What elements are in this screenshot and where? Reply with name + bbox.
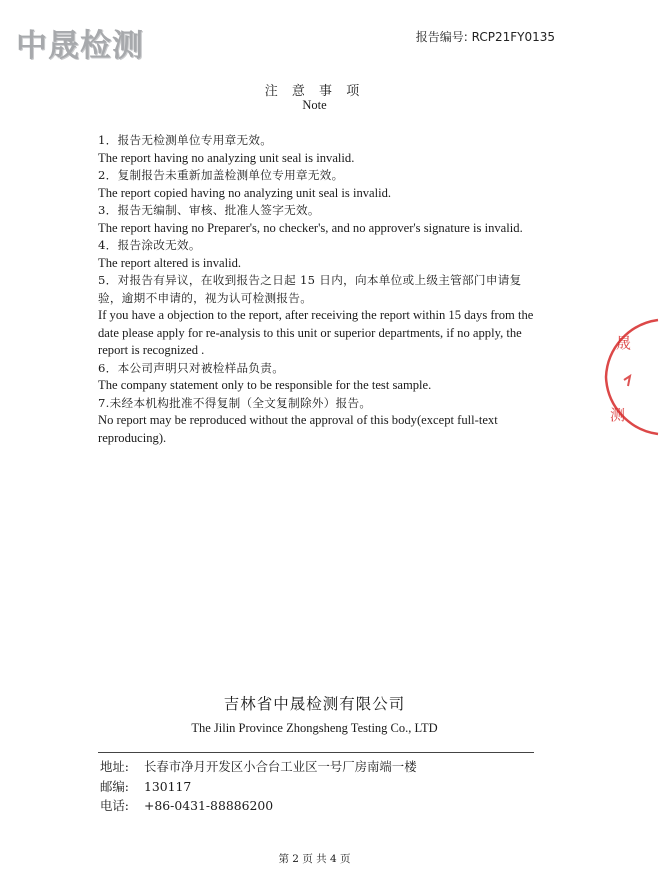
note-line: 5．对报告有异议，在收到报告之日起 15 日内，向本单位或上级主管部门申请复 — [98, 273, 522, 287]
seal-char: 测 — [610, 406, 626, 424]
note-line: 7.未经本机构批准不得复制（全文复制除外）报告。 — [98, 395, 372, 410]
note-line: The report copied having no analyzing unit seal is invalid. — [98, 185, 392, 200]
seal-char: 晟 — [616, 334, 632, 352]
phone-value: +86-0431-88886200 — [144, 798, 274, 813]
note-line: The report altered is invalid. — [98, 255, 242, 270]
note-line: The report having no Preparer's, no checker's, and no approver's signature is invalid. — [98, 220, 523, 235]
contact-info — [100, 757, 417, 816]
note-line: report is recognized . — [98, 343, 205, 357]
postcode-label: 邮编: — [100, 778, 129, 794]
page-number: 第 2 页 共 4 页 — [278, 853, 351, 865]
note-title-chinese: 注 意 事 项 — [264, 84, 365, 99]
note-line: 2．复制报告未重新加盖检测单位专用章无效。 — [98, 168, 344, 182]
note-line: date please apply for re-analysis to this unit or superior departments, if no apply, the — [98, 325, 522, 340]
note-title-english: Note — [302, 98, 327, 112]
phone-row — [100, 796, 417, 816]
note-line: The company statement only to be responsible for the test sample. — [98, 378, 432, 392]
report-number — [416, 28, 555, 45]
address-label: 地址: — [100, 759, 129, 774]
phone-label: 电话: — [100, 798, 129, 813]
company-name-english: The Jilin Province Zhongsheng Testing Co., LTD — [191, 721, 438, 735]
note-line: 6．本公司声明只对被检样品负责。 — [98, 360, 285, 375]
address-row — [100, 757, 417, 777]
postcode-row — [100, 777, 417, 797]
postcode-value: 130117 — [144, 778, 192, 794]
company-logo: 中晟检测 — [16, 28, 144, 64]
note-line: 1．报告无检测单位专用章无效。 — [98, 133, 273, 147]
note-line: 3．报告无编制、审核、批准人签字无效。 — [98, 203, 320, 217]
note-line: If you have a objection to the report, after receiving the report within 15 days from the — [98, 308, 534, 322]
report-number-value: RCP21FY0135 — [471, 30, 555, 44]
footer-divider — [98, 752, 534, 753]
note-line: 4．报告涂改无效。 — [98, 238, 201, 252]
report-number-label: 报告编号: — [415, 30, 468, 44]
address-value: 长春市净月开发区小合台工业区一号厂房南端一楼 — [144, 759, 417, 774]
seal-mark — [624, 376, 630, 386]
note-line: 验，逾期不申请的，视为认可检测报告。 — [98, 290, 313, 305]
notes-list — [98, 132, 560, 447]
note-line: reproducing). — [98, 430, 167, 445]
company-name-chinese: 吉林省中晟检测有限公司 — [223, 695, 406, 713]
red-seal-stamp — [596, 312, 666, 442]
note-line: The report having no analyzing unit seal is invalid. — [98, 150, 355, 165]
note-line: No report may be reproduced without the approval of this body(except full-text — [98, 413, 498, 427]
